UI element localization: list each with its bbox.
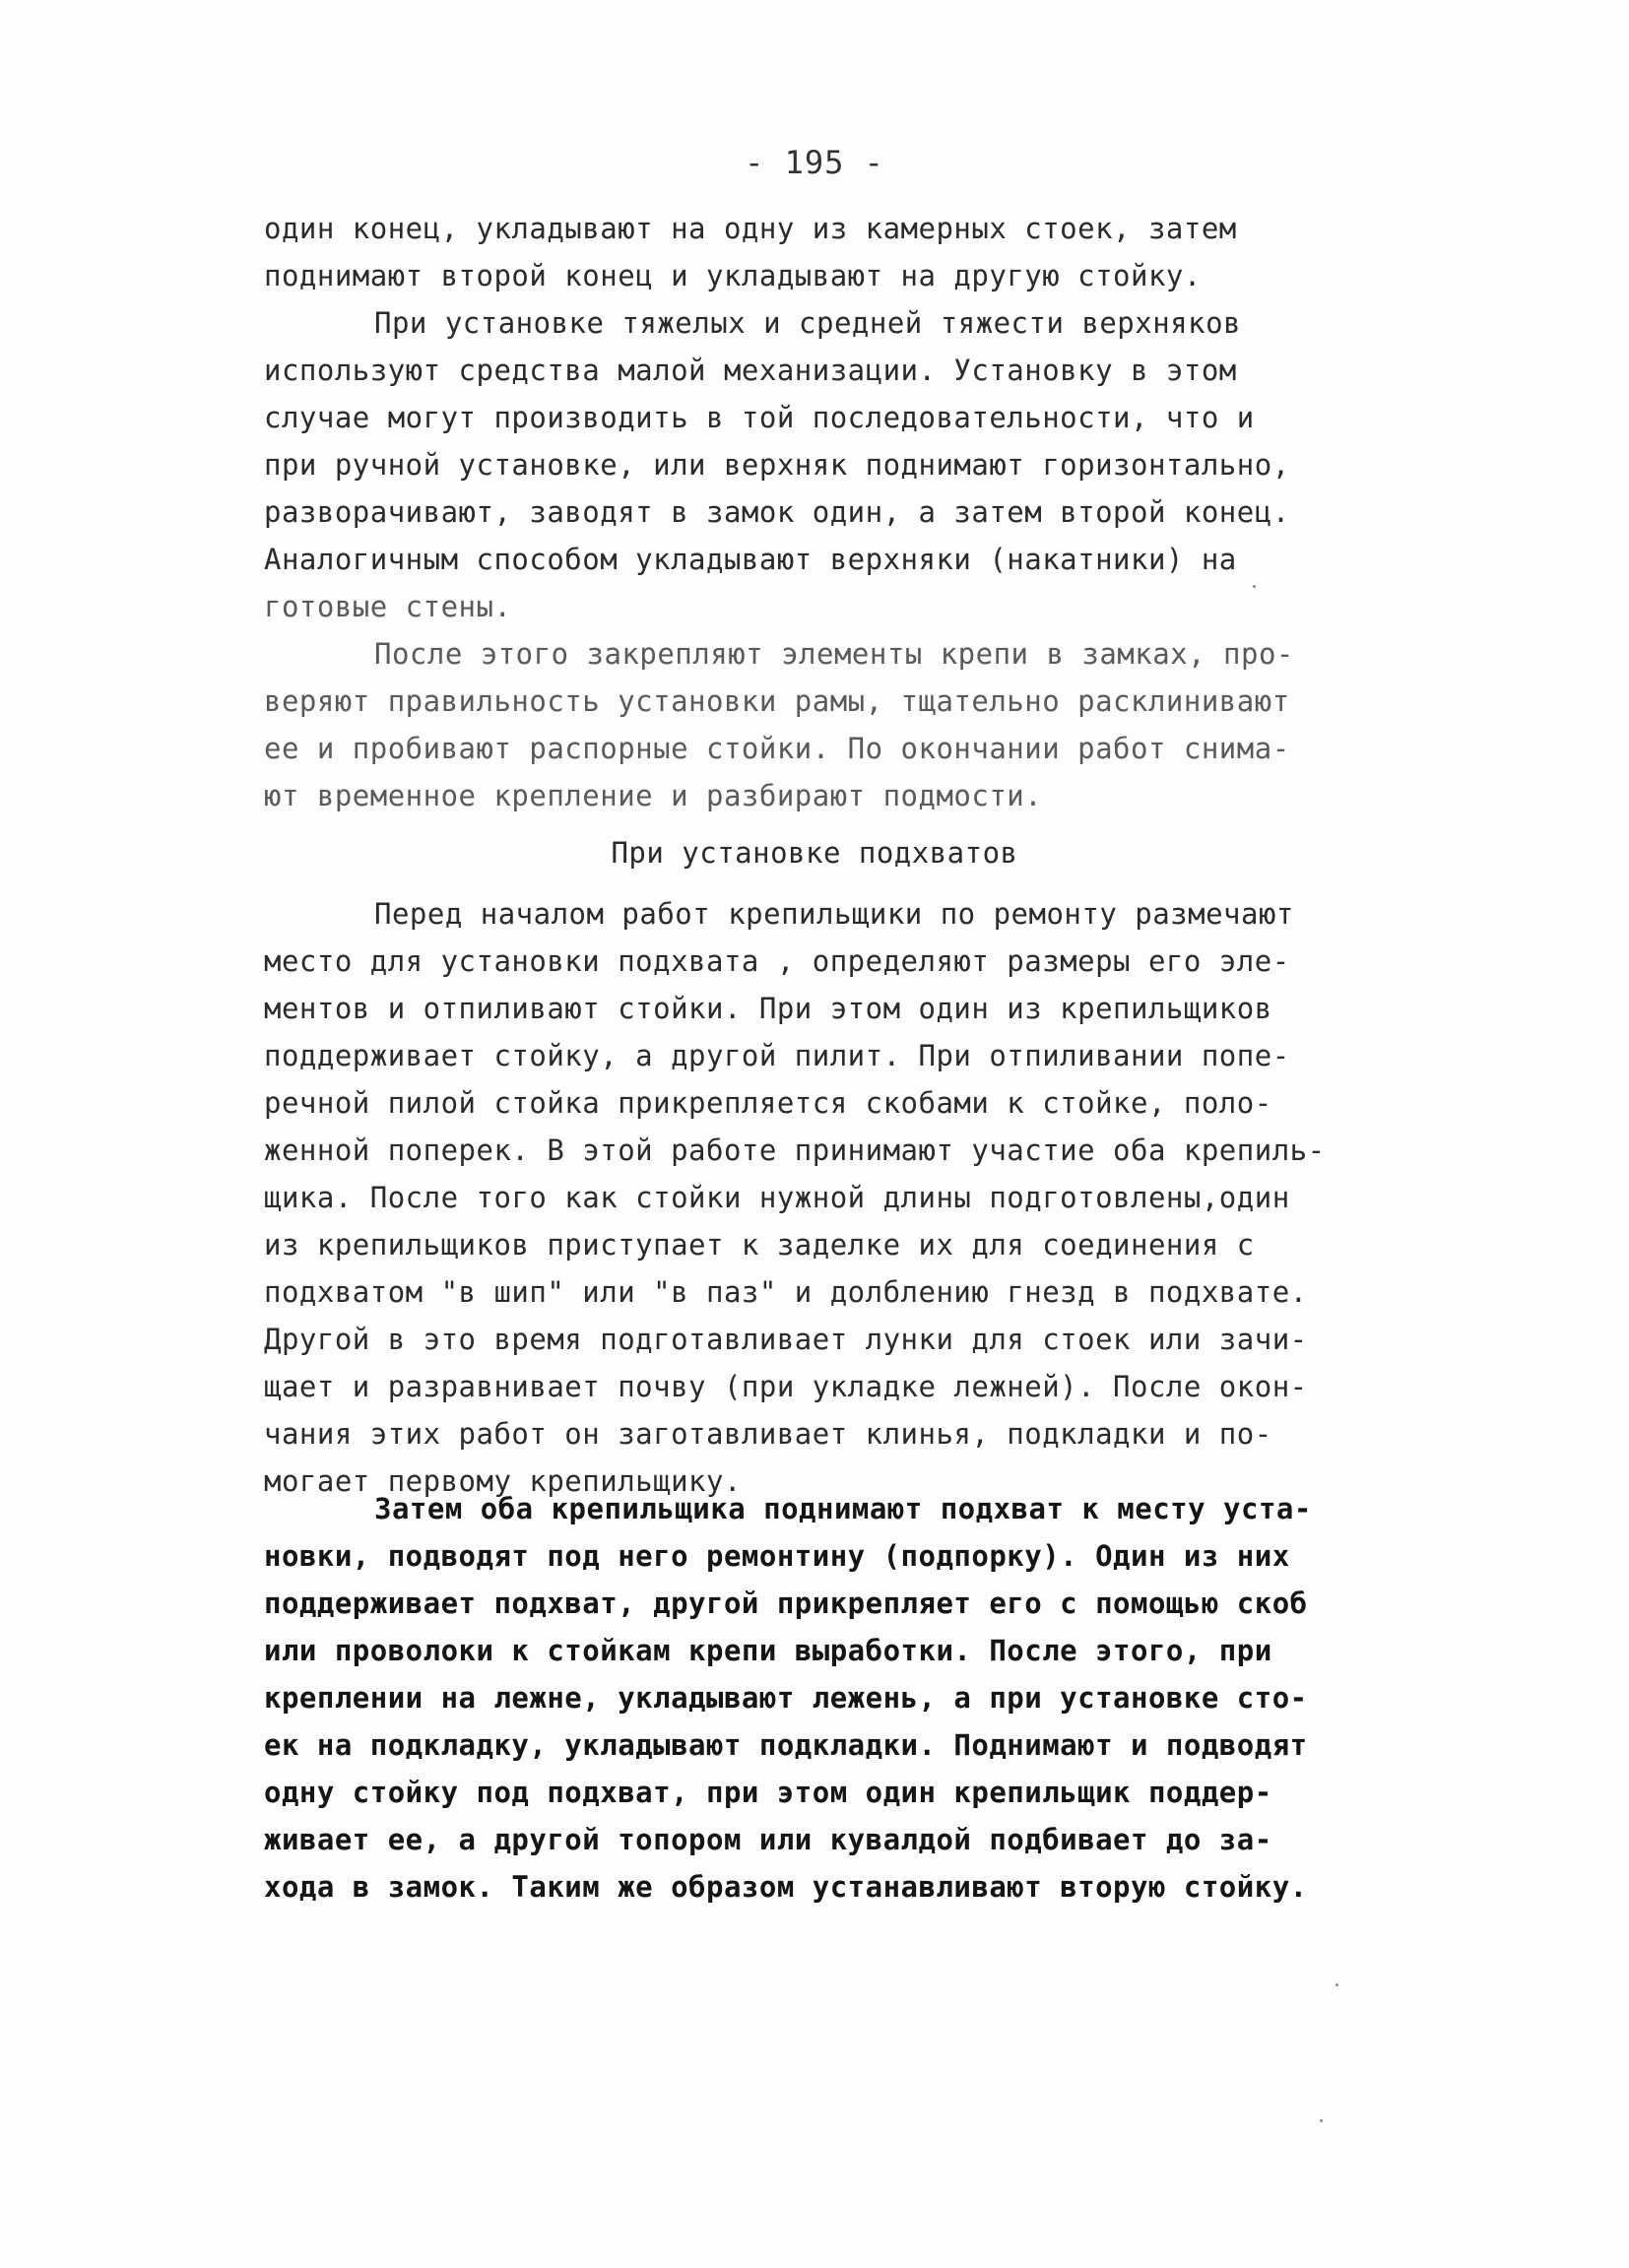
text-line: Затем оба крепильщика поднимают подхват к месту уста-	[374, 1492, 1312, 1525]
text-line: ют временное крепление и разбирают подмости.	[264, 779, 1043, 812]
section-heading: При установке подхватов	[611, 836, 1018, 870]
text-line: чания этих работ он заготавливает клинья, подкладки и по-	[264, 1417, 1272, 1451]
text-line: могает первому крепильщику.	[264, 1464, 742, 1498]
text-line: речной пилой стойка прикрепляется скобами к стойке, поло-	[264, 1086, 1272, 1120]
text-line: После этого закрепляют элементы крепи в замках, про-	[374, 637, 1294, 671]
text-line: ек на подкладку, укладывают подкладки. Поднимают и подводят	[264, 1728, 1308, 1762]
text-line: женной поперек. В этой работе принимают участие оба крепиль-	[264, 1134, 1326, 1167]
text-line: место для установки подхвата , определяют размеры его эле-	[264, 944, 1290, 978]
text-line: разворачивают, заводят в замок один, а затем второй конец.	[264, 495, 1290, 529]
text-line: поддерживает подхват, другой прикрепляет его с помощью скоб	[264, 1587, 1308, 1620]
text-line: один конец, укладывают на одну из камерных стоек, затем	[264, 212, 1237, 245]
text-line: подхватом "в шип" или "в паз" и долблению гнезд в подхвате.	[264, 1275, 1308, 1309]
text-line: или проволоки к стойкам крепи выработки. После этого, при	[264, 1634, 1272, 1667]
text-line: поддерживает стойку, а другой пилит. При отпиливании попе-	[264, 1039, 1290, 1072]
paragraph-block-1	[264, 205, 1377, 819]
text-line: хода в замок. Таким же образом устанавливают вторую стойку.	[264, 1870, 1308, 1904]
text-line: новки, подводят под него ремонтину (подпорку). Один из них	[264, 1539, 1290, 1573]
text-line: ее и пробивают распорные стойки. По окончании работ снима-	[264, 732, 1290, 765]
text-line: при ручной установке, или верхняк поднимают горизонтально,	[264, 448, 1290, 482]
text-line: Другой в это время подготавливает лунки для стоек или зачи-	[264, 1323, 1308, 1356]
text-line: Аналогичным способом укладывают верхняки (накатники) на	[264, 543, 1237, 576]
scan-speck	[1336, 1983, 1338, 1986]
page-number: - 195 -	[745, 144, 884, 181]
text-line: поднимают второй конец и укладывают на другую стойку.	[264, 259, 1202, 292]
scan-speck	[1320, 2119, 1323, 2122]
text-line: веряют правильность установки рамы, тщательно расклинивают	[264, 684, 1290, 718]
paragraph-block-3	[264, 1485, 1377, 1911]
text-line: живает ее, а другой топором или кувалдой подбивает до за-	[264, 1823, 1272, 1856]
text-line: Перед началом работ крепильщики по ремонту размечают	[374, 897, 1294, 931]
text-line: щика. После того как стойки нужной длины подготовлены,один	[264, 1181, 1290, 1214]
text-line: одну стойку под подхват, при этом один крепильщик поддер-	[264, 1776, 1272, 1809]
text-line: готовые стены.	[264, 590, 512, 623]
text-line: случае могут производить в той последовательности, что и	[264, 401, 1255, 434]
text-line: из крепильщиков приступает к заделке их для соединения с	[264, 1228, 1255, 1262]
text-line: креплении на лежне, укладывают лежень, а при установке сто-	[264, 1681, 1308, 1715]
paragraph-block-2	[264, 890, 1377, 1505]
text-line: ментов и отпиливают стойки. При этом один из крепильщиков	[264, 992, 1272, 1025]
scan-speck	[1253, 585, 1256, 588]
text-line: щает и разравнивает почву (при укладке лежней). После окон-	[264, 1370, 1308, 1403]
text-line: используют средства малой механизации. Установку в этом	[264, 354, 1237, 387]
text-line: При установке тяжелых и средней тяжести верхняков	[374, 306, 1242, 340]
